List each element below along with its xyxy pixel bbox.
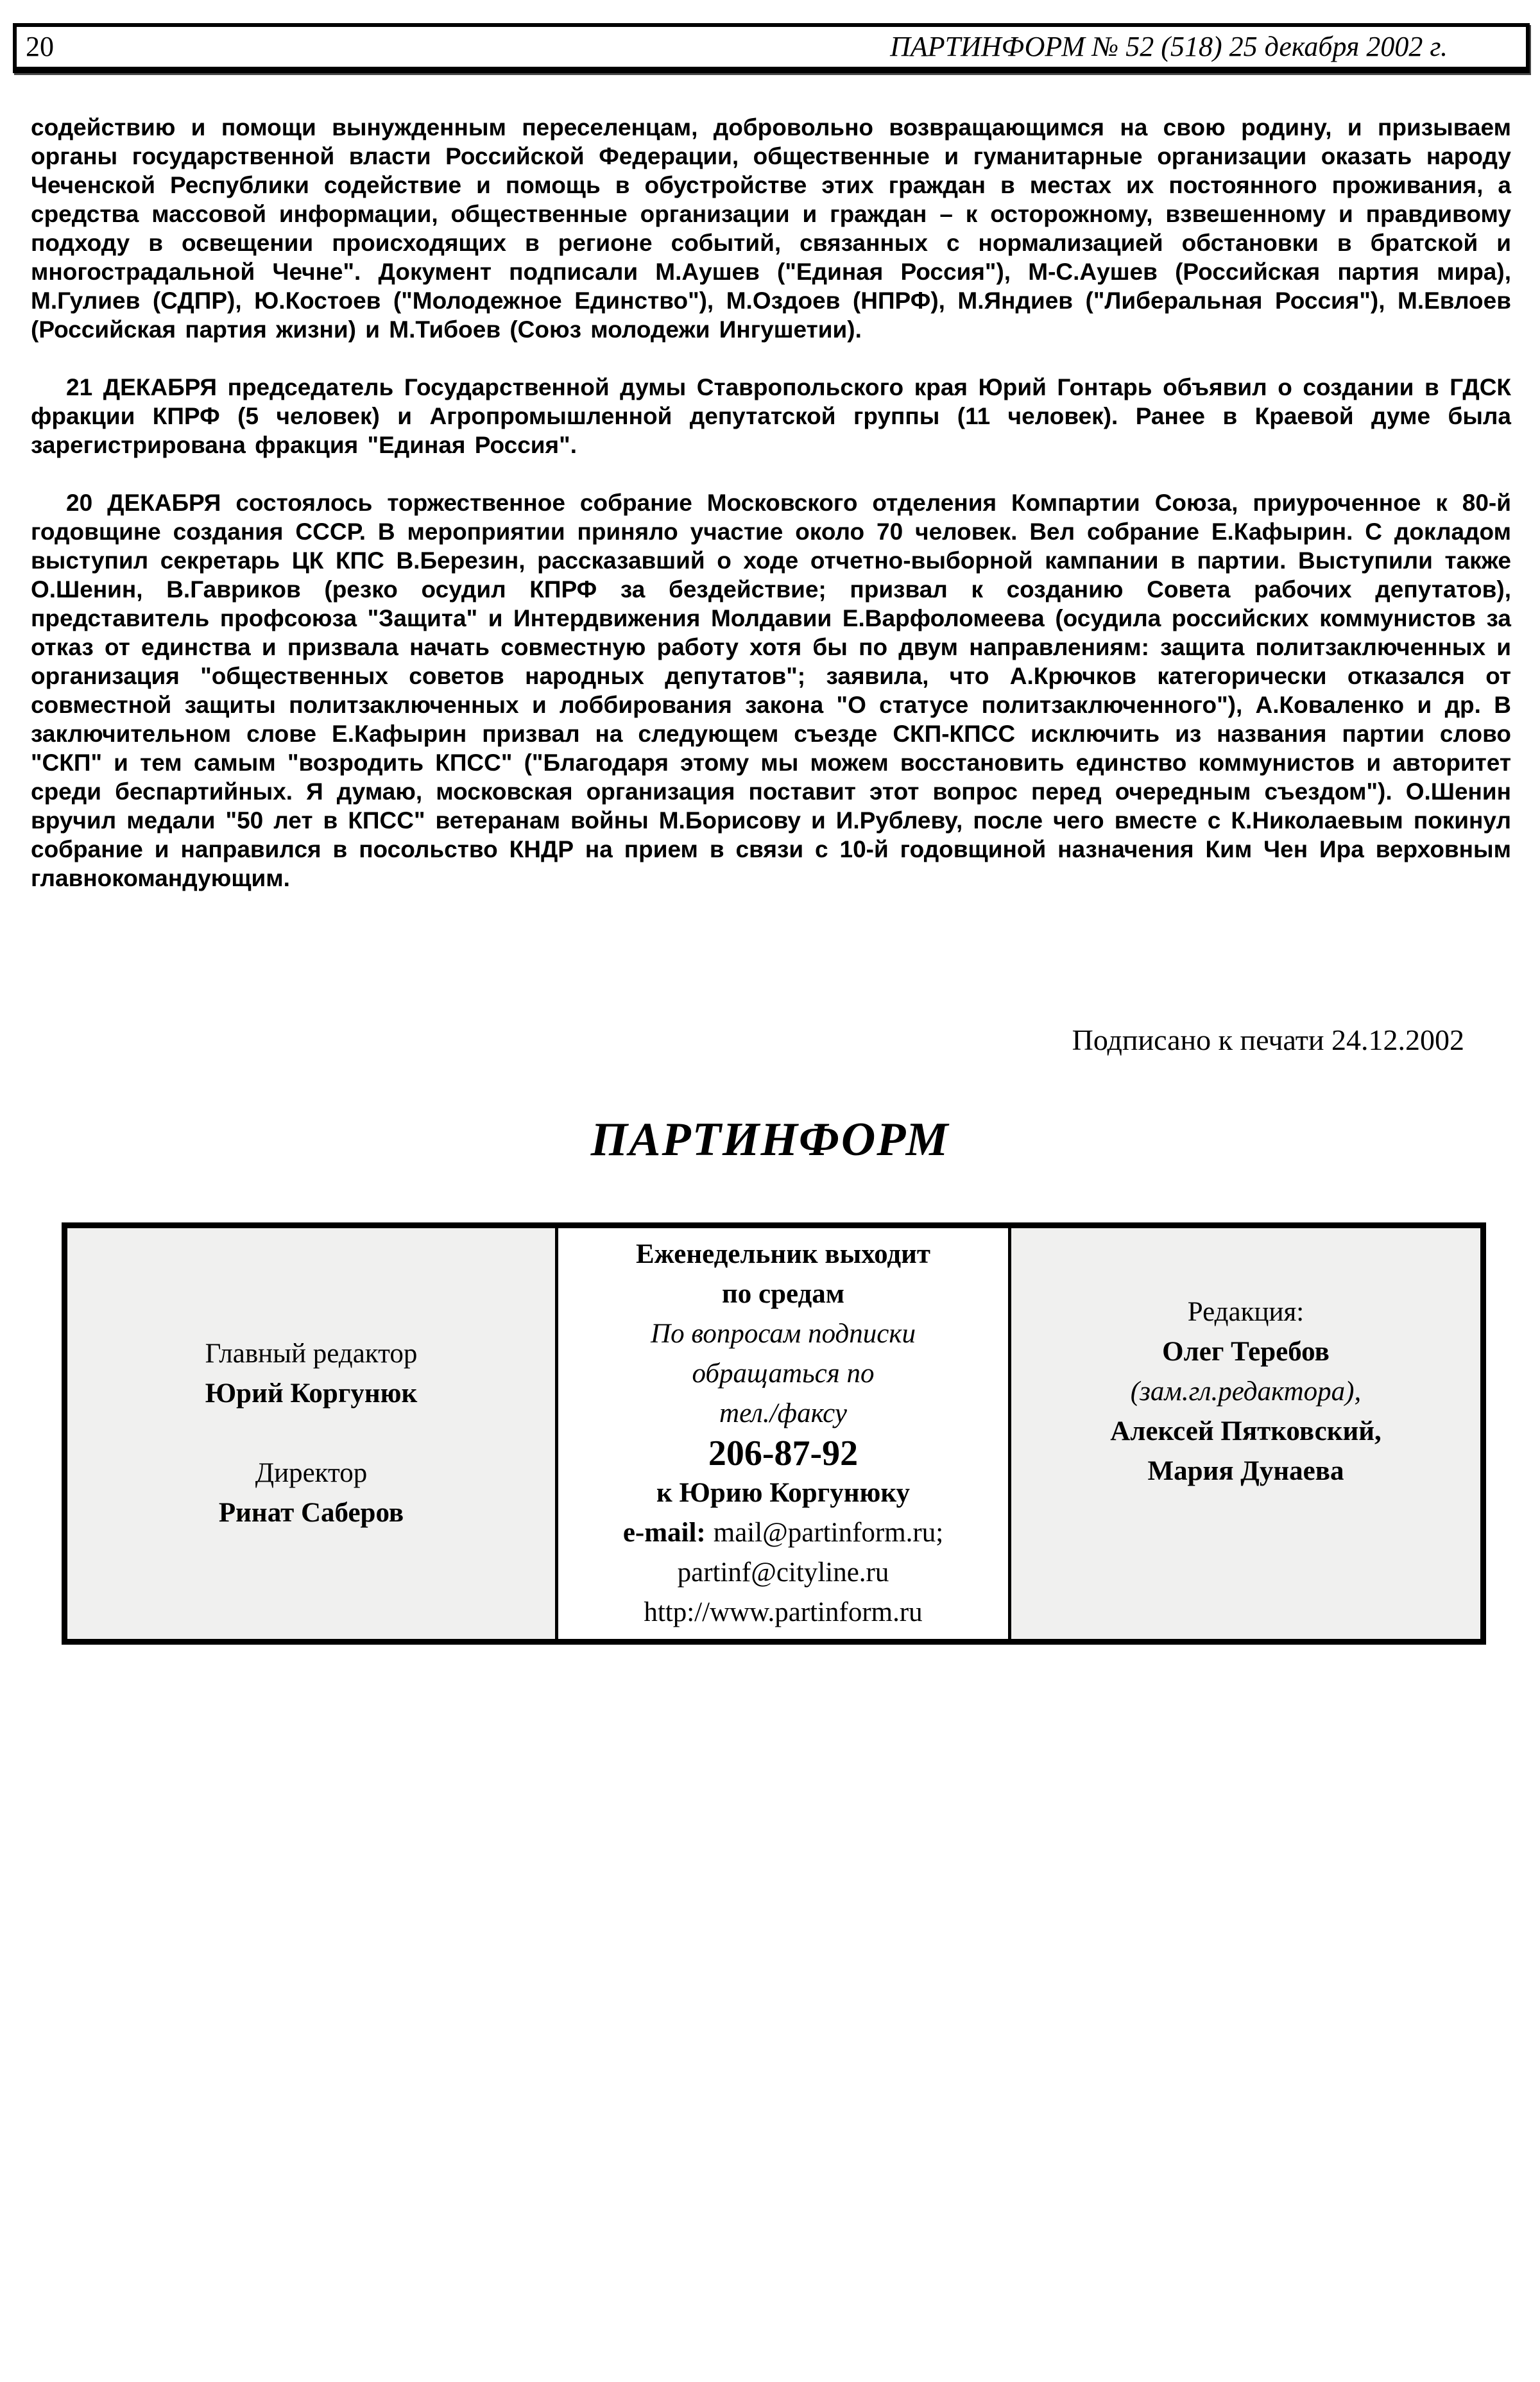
email-address-secondary: partinf@cityline.ru	[677, 1557, 889, 1588]
subscription-note-3: тел./факсу	[719, 1398, 847, 1428]
masthead-title: ПАРТИНФОРМ	[590, 1113, 950, 1166]
email-line	[623, 1513, 943, 1553]
staff-member-3: Мария Дунаева	[1147, 1455, 1344, 1486]
body-paragraph-continuation: содействию и помощи вынужденным переселенцам, добровольно возвращающимся на свою родину, и призываем органы государственной власти Российской Федерации, общественные и гуманитарные организации оказать народу Чеченской Республики содействие и помощь в обустройстве этих граждан в местах их постоянного проживания, а средства массовой информации, общественные организации и граждан – к осторожному, взвешенному и правдивому подходу в освещении происходящих в регионе событий, связанных с нормализацией обстановки в братской и многострадальной Чечне". Документ подписали М.Аушев ("Единая Россия"), М-С.Аушев (Российская партия мира), М.Гулиев (СДПР), Ю.Костоев ("Молодежное Единство"), М.Оздоев (НПРФ), М.Яндиев ("Либеральная Россия"), М.Евлоев (Российская партия жизни) и М.Тибоев (Союз молодежи Ингушетии).	[31, 114, 1511, 343]
subscription-note-1: По вопросам подписки	[651, 1318, 916, 1349]
email-label: e-mail:	[622, 1517, 706, 1548]
body-paragraph-dec20: 20 ДЕКАБРЯ состоялось торжественное собрание Московского отделения Компартии Союза, приуроченное к 80-й годовщине создания СССР. В мероприятии приняло участие около 70 человек. Вел собрание Е.Кафырин. С докладом выступил секретарь ЦК КПС В.Березин, рассказавший о ходе отчетно-выборной кампании в партии. Выступили также О.Шенин, В.Гавриков (резко осудил КПРФ за бездействие; призвал к созданию Совета рабочих депутатов), представитель профсоюза "Защита" и Интердвижения Молдавии Е.Варфоломеева (осудила российских коммунистов за отказ от единства и призвала начать совместную работу хотя бы по двум направлениям: защита политзаключенных и организация "общественных советов народных депутатов"; заявила, что А.Крючков категорически отказался от совместной защиты политзаключенных и лоббирования закона "О статусе политзаключенного"), А.Коваленко и др. В заключительном слове Е.Кафырин призвал на следующем съезде СКП-КПСС исключить из названия партии слово "СКП" и тем самым "возродить КПСС" ("Благодаря этому мы можем восстановить единство коммунистов и авторитет среди беспартийных. Я думаю, московская организация поставит этот вопрос перед очередным съездом"). О.Шенин вручил медали "50 лет в КПСС" ветеранам войны М.Борисову и И.Рублеву, после чего вместе с К.Николаевым покинул собрание и направился в посольство КНДР на прием в связи с 10-й годовщиной назначения Ким Чен Ира верховным главнокомандующим.	[31, 490, 1511, 891]
page-header	[13, 23, 1530, 73]
colophon-table	[62, 1222, 1486, 1645]
staff-cell	[1008, 1228, 1480, 1639]
article-body	[31, 113, 1511, 893]
staff-deputy-role: (зам.гл.редактора),	[1130, 1376, 1362, 1407]
schedule-line-2: по средам	[721, 1278, 845, 1309]
body-paragraph-dec21: 21 ДЕКАБРЯ председатель Государственной думы Ставропольского края Юрий Гонтарь объявил о создании в ГДСК фракции КПРФ (5 человек) и Агропромышленной депутатской группы (11 человек). Ранее в Краевой думе была зарегистрирована фракция "Единая Россия".	[31, 374, 1511, 458]
staff-deputy-name: Олег Теребов	[1162, 1336, 1330, 1367]
page-number: 20	[26, 31, 54, 62]
subscription-note-2: обращаться по	[692, 1358, 875, 1389]
signed-to-print-line: Подписано к печати 24.12.2002	[1072, 1024, 1464, 1056]
subscription-cell	[555, 1228, 1008, 1639]
director-name: Ринат Саберов	[218, 1497, 404, 1528]
chief-editor-label: Главный редактор	[205, 1338, 418, 1369]
contact-person: к Юрию Коргунюку	[656, 1477, 911, 1508]
email-address-primary: mail@partinform.ru;	[713, 1517, 944, 1548]
phone-number: 206-87-92	[708, 1433, 859, 1473]
chief-editor-name: Юрий Коргунюк	[205, 1378, 418, 1409]
staff-member-2: Алексей Пятковский,	[1110, 1416, 1382, 1446]
director-label: Директор	[255, 1457, 368, 1488]
schedule-line-1: Еженедельник выходит	[635, 1238, 931, 1269]
editorial-cell	[67, 1228, 555, 1639]
journal-title: ПАРТИНФОРМ № 52 (518) 25 декабря 2002 г.	[890, 31, 1448, 62]
website-url: http://www.partinform.ru	[644, 1597, 923, 1627]
staff-label: Редакция:	[1187, 1296, 1305, 1327]
